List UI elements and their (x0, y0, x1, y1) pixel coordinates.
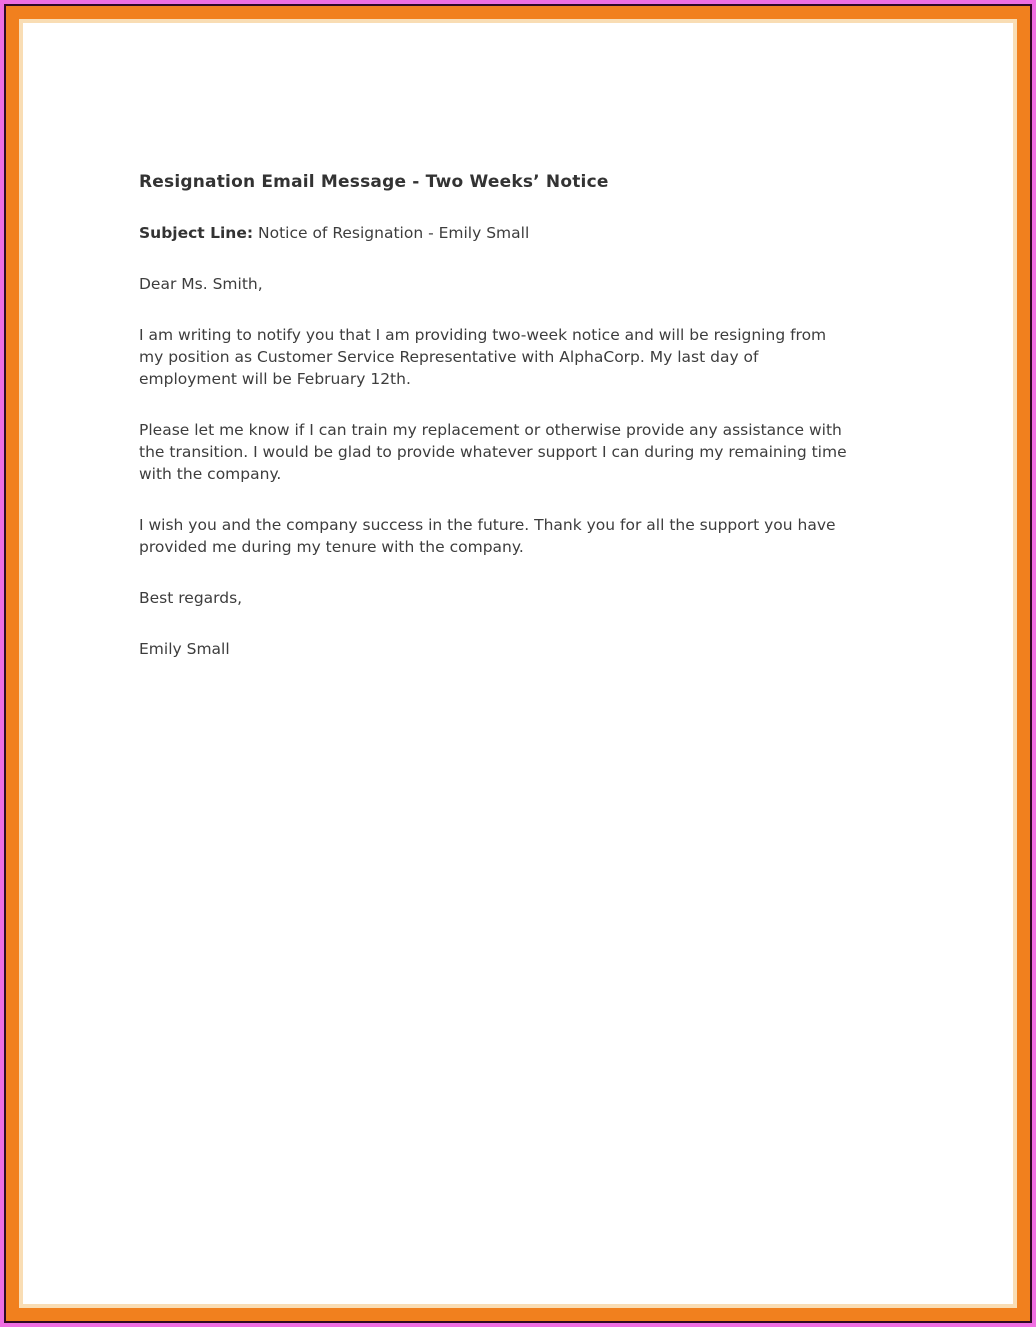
subject-line (139, 222, 933, 244)
paragraph-line: provided me during my tenure with the company. (139, 538, 524, 556)
letter-page (23, 23, 1013, 1304)
paragraph-2 (139, 419, 933, 485)
frame-inner-cream (19, 19, 1017, 1308)
frame-dark-line (4, 4, 1032, 1323)
closing: Best regards, (139, 589, 243, 607)
salutation: Dear Ms. Smith, (139, 275, 263, 293)
paragraph-line: Please let me know if I can train my replacement or otherwise provide any assistance with (139, 421, 842, 439)
subject-label: Subject Line: (139, 224, 254, 242)
paragraph-line: my position as Customer Service Representative with AlphaCorp. My last day of (139, 348, 759, 366)
letter-title: Resignation Email Message - Two Weeks’ Notice (139, 172, 609, 192)
subject-value: Notice of Resignation - Emily Small (258, 224, 530, 242)
paragraph-line: with the company. (139, 465, 282, 483)
paragraph-line: I am writing to notify you that I am providing two-week notice and will be resigning from (139, 326, 827, 344)
paragraph-line: I wish you and the company success in the future. Thank you for all the support you have (139, 516, 836, 534)
paragraph-3 (139, 514, 933, 558)
paragraph-line: the transition. I would be glad to provide whatever support I can during my remaining time (139, 443, 847, 461)
paragraph-1 (139, 324, 933, 390)
frame-orange-band (6, 6, 1030, 1321)
paragraph-line: employment will be February 12th. (139, 370, 411, 388)
signature: Emily Small (139, 640, 230, 658)
letter-content (23, 23, 1013, 660)
